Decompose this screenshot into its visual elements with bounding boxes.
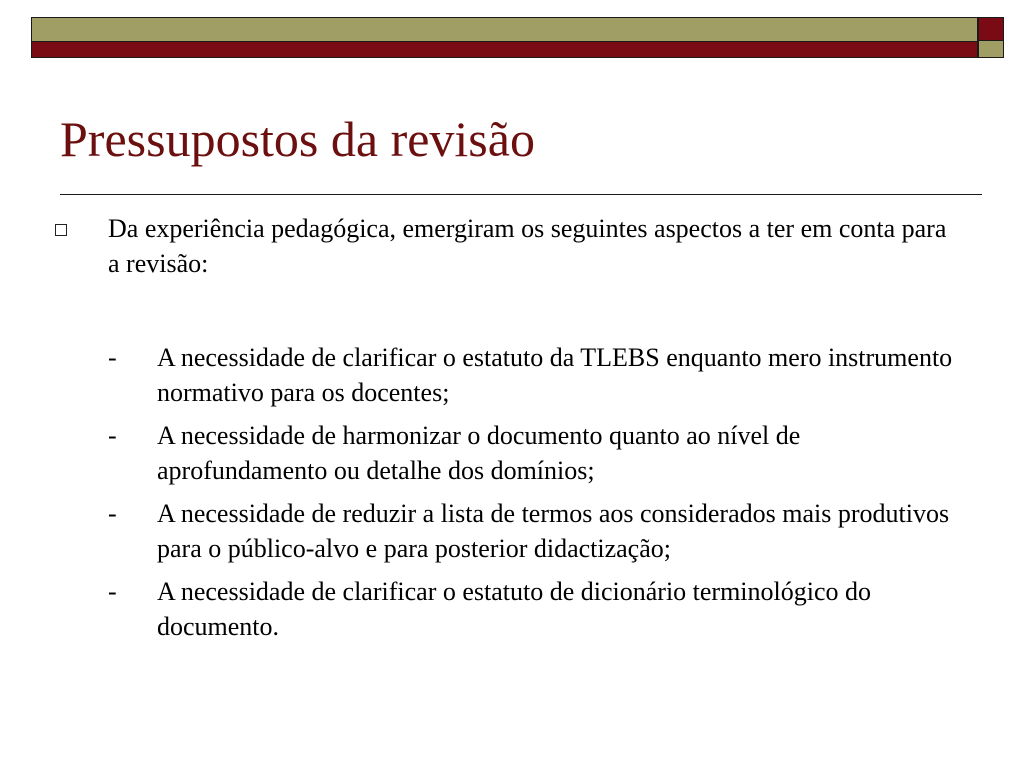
dash-marker: - (108, 499, 117, 528)
list-item-text: A necessidade de clarificar o estatuto de dicionário terminológico do documento. (157, 577, 872, 641)
dash-marker: - (108, 577, 117, 606)
dash-marker: - (108, 343, 117, 372)
corner-square-olive (978, 41, 1004, 58)
list-item-text: A necessidade de reduzir a lista de termos aos considerados mais produtivos para o público-alvo e para posterior didactização; (157, 499, 950, 563)
title-divider (60, 194, 982, 195)
list-item (108, 418, 958, 488)
list-item (108, 340, 958, 410)
header-bar-olive (31, 17, 978, 41)
corner-square-maroon (978, 17, 1004, 41)
aspects-list (108, 340, 958, 652)
list-item (108, 574, 958, 644)
list-item-text: A necessidade de harmonizar o documento quanto ao nível de aprofundamento ou detalhe dos domínios; (157, 421, 801, 485)
intro-paragraph: Da experiência pedagógica, emergiram os seguintes aspectos a ter em conta para a revisão: (108, 214, 947, 278)
slide-title: Pressupostos da revisão (60, 111, 535, 167)
list-item (108, 496, 958, 566)
header-bar-maroon (31, 41, 978, 58)
list-item-text: A necessidade de clarificar o estatuto da TLEBS enquanto mero instrumento normativo para os docentes; (157, 343, 953, 407)
hollow-square-bullet-icon (55, 224, 67, 236)
dash-marker: - (108, 421, 117, 450)
